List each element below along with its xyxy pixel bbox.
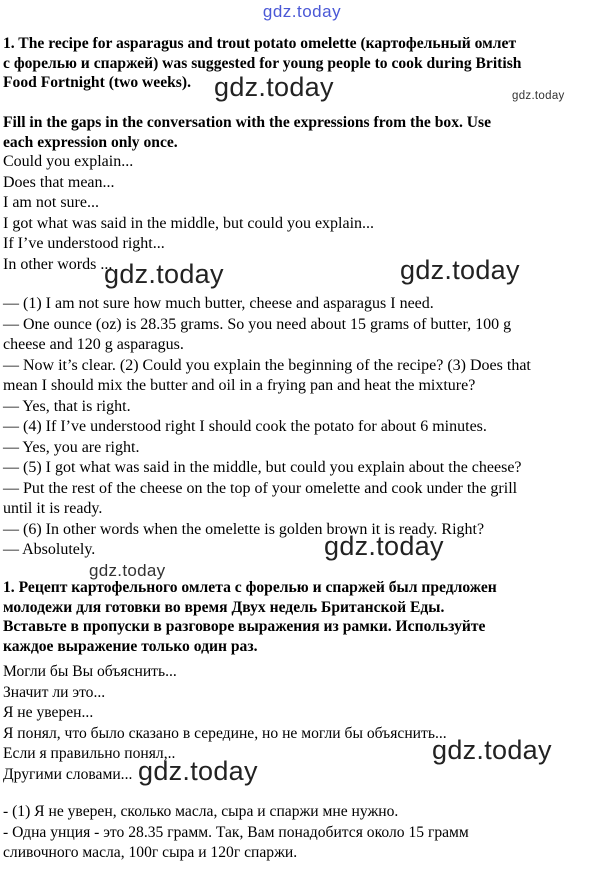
- dialogue-line: — Now it’s clear. (2) Could you explain the beginning of the recipe? (3) Does that: [3, 356, 531, 374]
- task-instruction: [3, 113, 491, 152]
- russian-expression-item: Могли бы Вы объяснить...: [3, 663, 177, 680]
- watermark: gdz.today: [400, 255, 520, 285]
- russian-expression-item: Значит ли это...: [3, 683, 106, 701]
- dialogue-line: — (1) I am not sure how much butter, cheese and asparagus I need.: [3, 295, 434, 312]
- dialogue-line: — Put the rest of the cheese on the top of your omelette and cook under the grill: [3, 479, 518, 497]
- expression-item: Could you explain...: [3, 153, 134, 170]
- expression-box: [3, 152, 374, 275]
- watermark: gdz.today: [432, 735, 552, 765]
- russian-heading-line: каждое выражение только один раз.: [3, 637, 258, 655]
- russian-dialogue-line: сливочного масла, 100г сыра и 120г спаржи.: [3, 844, 298, 861]
- russian-expression-item: Если я правильно понял,..: [3, 745, 176, 762]
- title-line: с форелью и спаржей) was suggested for young people to cook during British: [3, 54, 522, 72]
- title-line: Food Fortnight (two weeks).: [3, 74, 191, 91]
- instruction-line: each expression only once.: [3, 133, 178, 151]
- dialogue-line: — Yes, you are right.: [3, 438, 140, 456]
- russian-expression-item: Я понял, что было сказано в середине, но не могли бы объяснить...: [3, 724, 447, 742]
- watermark: gdz.today: [104, 259, 224, 289]
- instruction-line: Fill in the gaps in the conversation with the expressions from the box. Use: [3, 114, 492, 131]
- expression-item: I am not sure...: [3, 194, 99, 211]
- watermark: gdz.today: [89, 561, 166, 580]
- watermark: gdz.today: [138, 756, 258, 786]
- dialogue-line: until it is ready.: [3, 500, 103, 517]
- expression-item: Does that mean...: [3, 173, 115, 191]
- expression-item: In other words ...: [3, 255, 113, 273]
- top-watermark: gdz.today: [262, 2, 342, 21]
- dialogue-line: mean I should mix the butter and oil in a frying pan and heat the mixture?: [3, 377, 476, 394]
- russian-expression-item: Я не уверен...: [3, 704, 94, 721]
- russian-dialogue: [3, 802, 469, 864]
- dialogue-line: — (6) In other words when the omelette is golden brown it is ready. Right?: [3, 520, 485, 538]
- dialogue-line: — Yes, that is right.: [3, 397, 131, 415]
- dialogue-line: — (5) I got what was said in the middle, but could you explain about the cheese?: [3, 459, 522, 476]
- russian-heading: [3, 578, 497, 656]
- russian-expression-item: Другими словами...: [3, 765, 133, 783]
- dialogue-line: — (4) If I’ve understood right I should cook the potato for about 6 minutes.: [3, 418, 487, 435]
- russian-heading-line: молодежи для готовки во время Двух недель Британской Еды.: [3, 598, 445, 616]
- dialogue-line: — Absolutely.: [3, 541, 96, 558]
- watermark: gdz.today: [512, 90, 565, 102]
- watermark: gdz.today: [324, 531, 444, 561]
- expression-item: I got what was said in the middle, but could you explain...: [3, 214, 375, 232]
- dialogue-line: — One ounce (oz) is 28.35 grams. So you need about 15 grams of butter, 100 g: [3, 315, 512, 333]
- title-line: 1. The recipe for asparagus and trout potato omelette (картофельный омлет: [3, 35, 517, 52]
- russian-dialogue-line: - Одна унция - это 28.35 грамм. Так, Вам понадобится около 15 грамм: [3, 823, 469, 841]
- watermark: gdz.today: [214, 72, 334, 102]
- dialogue-line: cheese and 120 g asparagus.: [3, 336, 184, 353]
- expression-item: If I’ve understood right...: [3, 235, 165, 252]
- russian-dialogue-line: - (1) Я не уверен, сколько масла, сыра и спаржи мне нужно.: [3, 803, 399, 820]
- dialogue: [3, 294, 531, 561]
- russian-heading-line: Вставьте в пропуски в разговоре выражения из рамки. Используйте: [3, 618, 486, 635]
- russian-heading-line: 1. Рецепт картофельного омлета с форелью и спаржей был предложен: [3, 579, 497, 596]
